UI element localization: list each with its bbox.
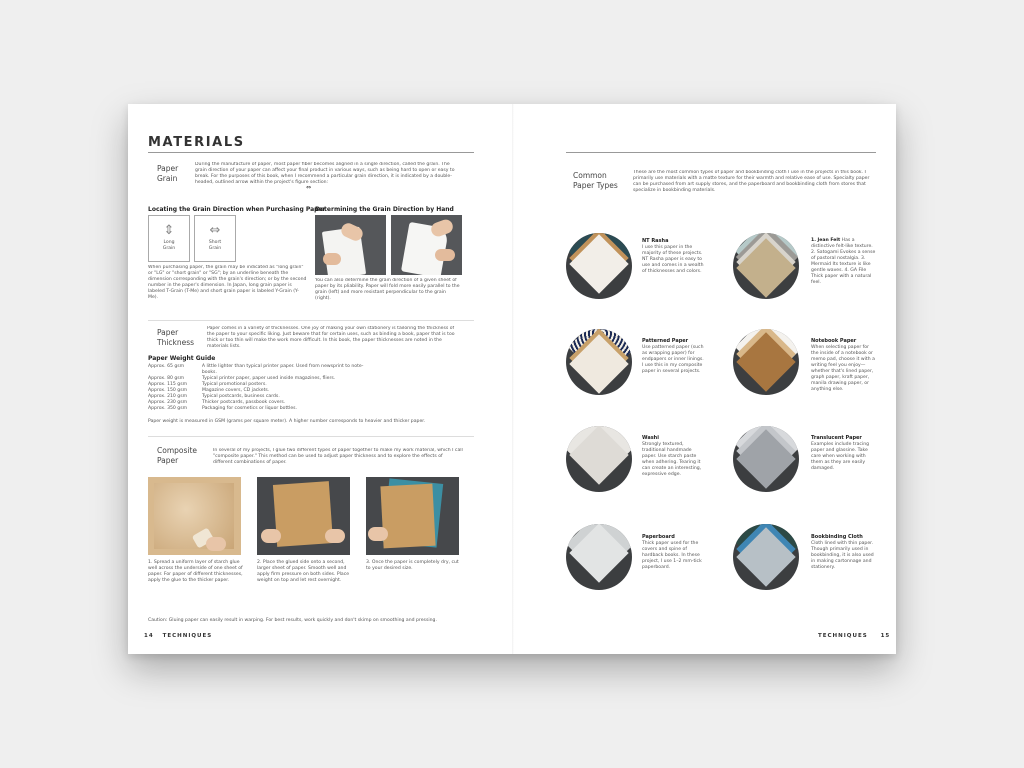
type-name: Paperboard — [642, 534, 675, 540]
caution-note: Caution: Gluing paper can easily result in warping. For best results, work quickly and don't skimp on smoothing and pressing. — [148, 618, 437, 623]
weight-guide-note: Paper weight is measured in GSM (grams per square meter). A higher number corresponds to heavier and thicker paper. — [148, 419, 426, 424]
right-page-number: 15 — [880, 633, 891, 639]
locating-grain-text: When purchasing paper, the grain may be indicated as "long grain" or "LG" or "short grain" or "SG"; by an underline beneath the dimension corresponding with the grain's direction; or by the second number in the paper's dimension. In Japan, long grain paper is labeled T-Grain (T-Me) and short grain paper is labeled Y-Grain (Y-Me). — [148, 265, 307, 300]
bookbinding-cloth-swatch — [733, 524, 799, 590]
vertical-arrow-icon: ⇕ — [163, 223, 175, 238]
specialty-paper-desc: 1. Jean Felt Has a distinctive felt-like texture. 2. Satogami Evokes a sense of pastoral nostalgia. 3. Mermaid Its texture is like gentle waves. 4. GA File Thick paper with a natural feel. — [811, 238, 876, 285]
type-name: Washi — [642, 435, 659, 441]
composite-step-1-photo — [148, 477, 241, 555]
type-name: Bookbinding Cloth — [811, 534, 863, 540]
weight-row: Approx. 150 gsm Magazine covers, CD jackets. — [148, 388, 270, 393]
type-name: Notebook Paper — [811, 338, 857, 344]
patterned-paper-swatch — [566, 329, 632, 395]
section-divider — [148, 436, 474, 437]
composite-paper-text: In several of my projects, I glue two different types of paper together to make my work material, which I call "composite paper." This method can be used to adjust paper thickness and to explore the effects of different combinations of paper. — [213, 448, 463, 465]
left-page-number: 14 — [144, 633, 154, 639]
nt-rasha-swatch — [566, 233, 632, 299]
weight-row: Approx. 80 gsm Typical printer paper, paper used inside magazines, fliers. — [148, 376, 336, 381]
horizontal-arrow-icon: ⇔ — [209, 223, 221, 238]
weight-row: Approx. 115 gsm Typical promotional posters. — [148, 382, 267, 387]
title-rule — [148, 152, 474, 153]
right-running-head: TECHNIQUES — [818, 633, 868, 639]
washi-swatch — [566, 426, 632, 492]
translucent-paper-swatch — [733, 426, 799, 492]
composite-paper-label: Composite Paper — [157, 446, 198, 465]
left-page-footer — [144, 633, 212, 639]
type-name: Translucent Paper — [811, 435, 862, 441]
type-desc: Cloth lined with thin paper. Though primarily used in bookbinding, it is also used in making cartonnage and stationery. — [811, 541, 874, 570]
type-name: Patterned Paper — [642, 338, 689, 344]
weight-row: Approx. 210 gsm Typical postcards, business cards. — [148, 394, 280, 399]
grain-test-photo-right — [391, 215, 462, 275]
weight-guide-title: Paper Weight Guide — [148, 355, 216, 362]
specialty-paper-swatch — [733, 233, 799, 299]
paperboard-swatch — [566, 524, 632, 590]
paper-grain-label: Paper Grain — [157, 164, 179, 183]
paper-thickness-label: Paper Thickness — [157, 328, 195, 347]
weight-row: Approx. 230 gsm Thicker postcards, passbook covers. — [148, 400, 286, 405]
type-desc: Thick paper used for the covers and spine of hardback books. In these project, I use 1–2 mm-tick paperboard. — [642, 541, 702, 570]
type-desc: I use this paper in the majority of these projects. NT Rasha paper is easy to use and comes in a wealth of thicknesses and colors. — [642, 245, 704, 274]
page-title: MATERIALS — [148, 135, 245, 150]
book-gutter — [512, 104, 514, 654]
common-paper-types-label: Common Paper Types — [573, 171, 618, 190]
notebook-paper-swatch — [733, 329, 799, 395]
book-spread — [128, 104, 896, 654]
type-name: NT Rasha — [642, 238, 669, 244]
composite-step-1-caption: 1. Spread a uniform layer of starch glue well across the underside of one sheet of paper. For paper of different thicknesses, apply the glue to the thicker paper. — [148, 560, 243, 583]
composite-step-2-photo — [257, 477, 350, 555]
type-desc: Use patterned paper (such as wrapping paper) for endpapers or inner linings. I use this in my composite paper in several projects. — [642, 345, 704, 374]
section-divider — [148, 320, 474, 321]
long-grain-diagram: ⇕ Long Grain — [148, 215, 190, 262]
determining-grain-text: You can also determine the grain direction of a given sheet of paper by its pliability. Paper will fold more easily parallel to the grain (left) and more resistant perpendicular to the grain (right). — [315, 278, 460, 301]
type-desc: Strongly textured, traditional handmade paper. Use starch paste when adhering. Tearing it can create an interesting, expressive edge. — [642, 442, 702, 477]
short-grain-diagram: ⇔ Short Grain — [194, 215, 236, 262]
left-running-head: TECHNIQUES — [162, 633, 213, 639]
right-page-footer — [818, 633, 890, 639]
grain-test-photo-left — [315, 215, 386, 275]
paper-grain-text: During the manufacture of paper, most paper fiber becomes aligned in a single direction, called the grain. The grain direction of your paper can affect your final product in various ways, such as being hard to open or easy to break. For the purposes of this book, when I recommend a particular grain direction, it is indicated by a double-headed, outlined arrow within the project's figure section: — [195, 162, 455, 185]
composite-step-3-caption: 3. Once the paper is completely dry, cut to your desired size. — [366, 560, 459, 571]
determining-grain-title: Determining the Grain Direction by Hand — [315, 206, 454, 213]
weight-row: Approx. 65 gsm A little lighter than typical printer paper. Used from newsprint to note-books. — [148, 364, 364, 375]
right-title-rule — [566, 152, 876, 153]
locating-grain-title: Locating the Grain Direction when Purchasing Paper — [148, 206, 326, 213]
weight-row: Approx. 350 gsm Packaging for cosmetics or liquor bottles. — [148, 406, 298, 411]
common-paper-types-text: These are the most common types of paper and bookbinding cloth I use in the projects in this book. I primarily use materials with a matte texture for their warmth and relative ease of use. Specialty paper can be purchased from art supply stores, and the paperboard and bookbinding cloth from stores that specialize in bookbinding materials. — [633, 170, 870, 193]
type-desc: Examples include tracing paper and glassine. Take care when working with them as they are easily damaged. — [811, 442, 870, 471]
paper-thickness-text: Paper comes in a variety of thicknesses. One joy of making your own stationery is tailoring the thickness of the paper to your specific liking. Just beware that for certain uses, such as binding a book, paper that is too thick or too thin will make the work more difficult. In this book, the paper thicknesses are noted in the materials lists. — [207, 326, 455, 349]
double-arrow-icon: ⇔ — [306, 184, 312, 191]
type-desc: When selecting paper for the inside of a notebook or memo pad, choose it with a writing feel you enjoy—whether that's lined paper, graph paper, kraft paper, manila drawing paper, or anything else. — [811, 345, 875, 392]
composite-step-2-caption: 2. Place the glued side onto a second, larger sheet of paper. Smooth well and apply firm pressure on both sides. Place weight on top and let rest overnight. — [257, 560, 350, 583]
composite-step-3-photo — [366, 477, 459, 555]
weight-guide-table — [148, 364, 378, 412]
